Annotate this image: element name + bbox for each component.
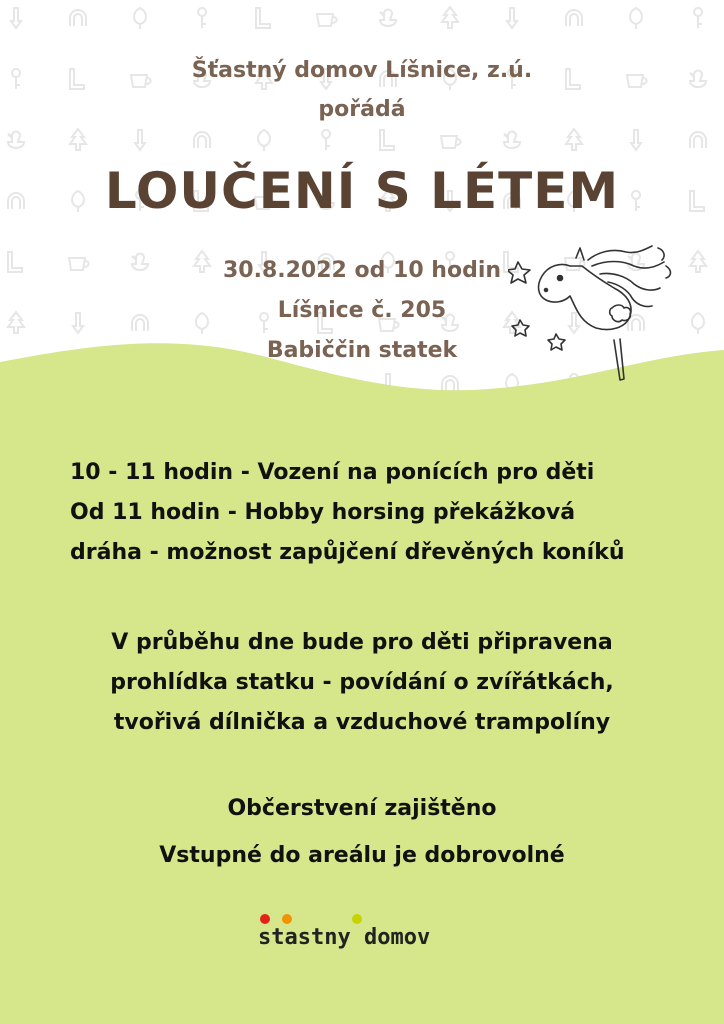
schedule-line-2: Od 11 hodin - Hobby horsing překážková <box>70 500 576 525</box>
admission-note: Vstupné do areálu je dobrovolné <box>159 843 565 868</box>
event-venue: Babiččin statek <box>266 338 458 363</box>
organizes-text: pořádá <box>318 97 406 122</box>
activities-line-1: V průběhu dne bude pro děti připravena <box>111 630 613 655</box>
hobby-horse-icon <box>508 244 688 386</box>
schedule-line-3: dráha - možnost zapůjčení dřevěných koníků <box>70 540 625 565</box>
event-title: LOUČENÍ S LÉTEM <box>104 162 620 220</box>
activities-line-2: prohlídka statku - povídání o zvířátkách, <box>110 670 614 695</box>
logo-dot-green <box>352 914 362 924</box>
logo-text: stastny domov <box>258 925 431 950</box>
activities-line-3: tvořivá dílnička a vzduchové trampolíny <box>113 710 611 735</box>
organizer-name: Šťastný domov Líšnice, z.ú. <box>191 58 533 83</box>
event-address: Líšnice č. 205 <box>277 298 447 323</box>
logo-dot-orange <box>282 914 292 924</box>
stastny-domov-logo <box>258 914 468 954</box>
refreshments-note: Občerstvení zajištěno <box>227 796 497 821</box>
logo-dot-red <box>260 914 270 924</box>
event-date: 30.8.2022 od 10 hodin <box>222 258 502 283</box>
schedule-line-1: 10 - 11 hodin - Vození na ponících pro děti <box>70 460 595 485</box>
